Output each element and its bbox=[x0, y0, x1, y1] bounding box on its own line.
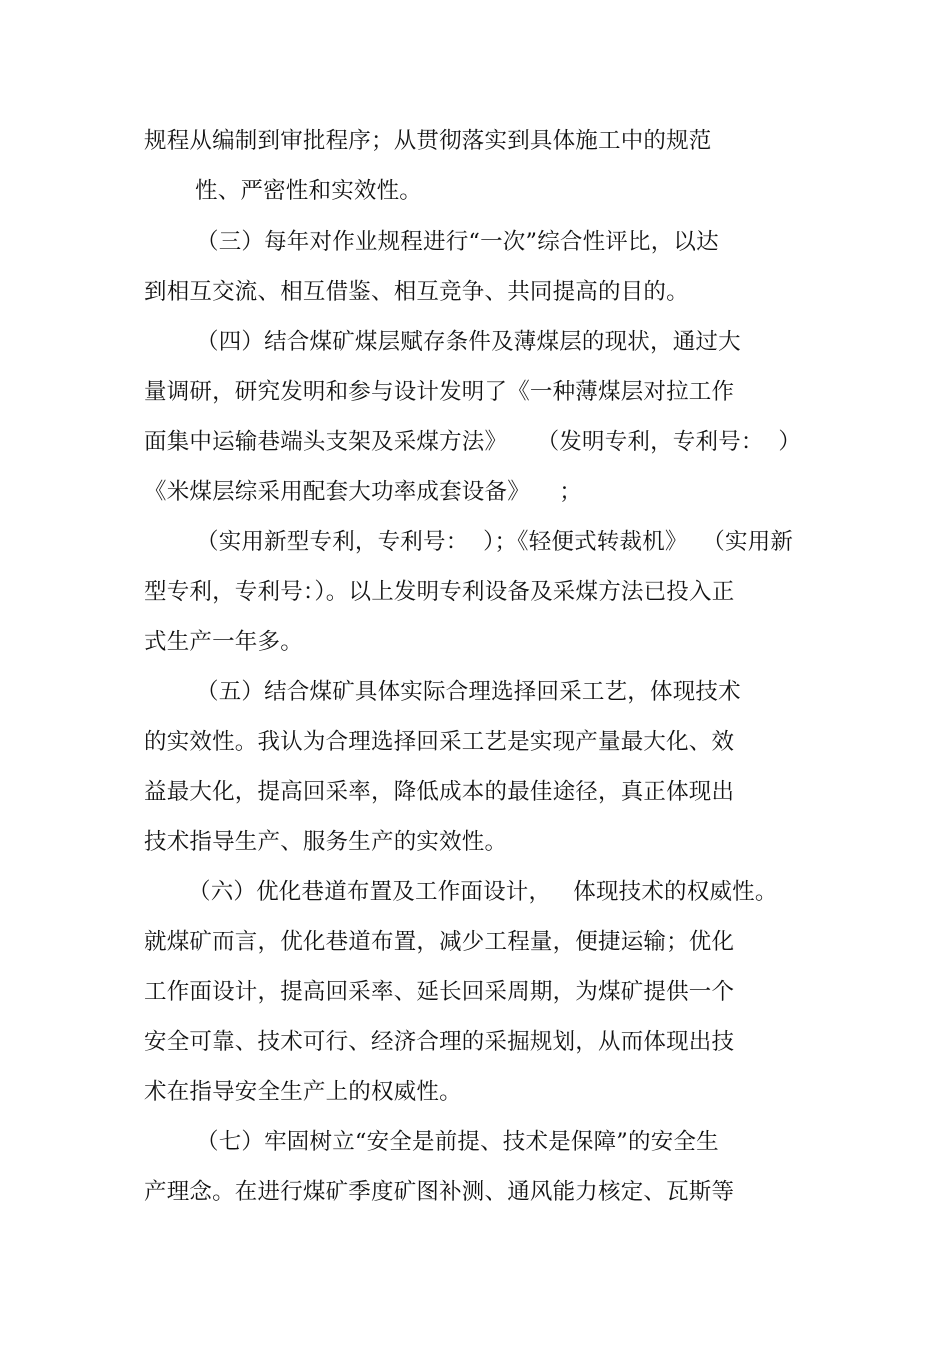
text-line: 式生产一年多。 bbox=[144, 629, 303, 655]
text-line: 就煤矿而言，优化巷道布置，减少工程量，便捷运输；优化 bbox=[144, 929, 735, 955]
text-line: （五）结合煤矿具体实际合理选择回采工艺，体现技术 bbox=[196, 679, 741, 705]
text-line: 面集中运输巷端头支架及采煤方法》 （发明专利，专利号： ） bbox=[144, 429, 802, 455]
text-line: （六）优化巷道布置及工作面设计， 体现技术的权威性。 bbox=[188, 879, 778, 905]
text-line: 到相互交流、相互借鉴、相互竞争、共同提高的目的。 bbox=[144, 279, 689, 305]
text-line: 的实效性。我认为合理选择回采工艺是实现产量最大化、效 bbox=[144, 729, 735, 755]
text-line: 安全可靠、技术可行、经济合理的采掘规划，从而体现出技 bbox=[144, 1029, 735, 1055]
text-line: 益最大化，提高回采率，降低成本的最佳途径，真正体现出 bbox=[144, 779, 735, 805]
text-line: （三）每年对作业规程进行“一次”综合性评比，以达 bbox=[196, 229, 719, 255]
text-line: 技术指导生产、服务生产的实效性。 bbox=[144, 829, 508, 855]
text-line: 工作面设计，提高回采率、延长回采周期，为煤矿提供一个 bbox=[144, 979, 735, 1005]
text-line: 型专利，专利号：）。以上发明专利设备及采煤方法已投入正 bbox=[144, 579, 735, 605]
text-line: 性、严密性和实效性。 bbox=[195, 178, 423, 204]
text-line: （四）结合煤矿煤层赋存条件及薄煤层的现状，通过大 bbox=[196, 329, 741, 355]
text-line: （七）牢固树立“安全是前提、技术是保障”的安全生 bbox=[196, 1129, 719, 1155]
text-line: 规程从编制到审批程序；从贯彻落实到具体施工中的规范 bbox=[144, 128, 712, 154]
text-line: 术在指导安全生产上的权威性。 bbox=[144, 1079, 462, 1105]
text-line: （实用新型专利，专利号： ）；《轻便式转裁机》 （实用新 bbox=[196, 529, 794, 555]
text-line: 产理念。在进行煤矿季度矿图补测、通风能力核定、瓦斯等 bbox=[144, 1179, 735, 1205]
text-line: 《米煤层综采用配套大功率成套设备》 ； bbox=[144, 479, 583, 505]
text-line: 量调研，研究发明和参与设计发明了《一种薄煤层对拉工作 bbox=[144, 379, 735, 405]
